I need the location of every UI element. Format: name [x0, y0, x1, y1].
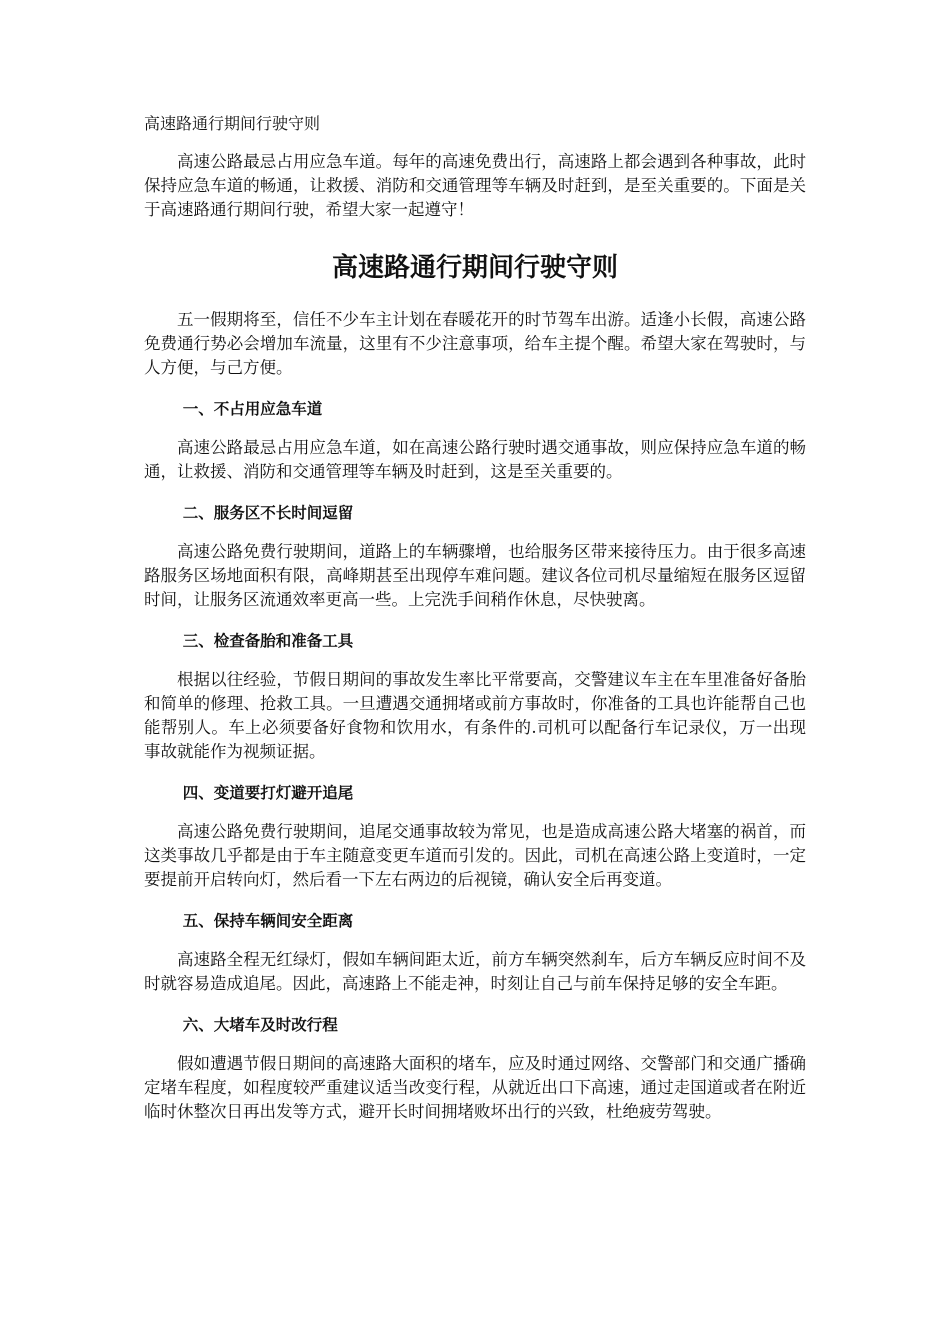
section-text-4: 高速公路免费行驶期间，追尾交通事故较为常见，也是造成高速公路大堵塞的祸首，而这类事故几乎都是由于车主随意变更车道而引发的。因此，司机在高速公路上变道时，一定要提前开启转向灯，然后看一下左右两边的后视镜，确认安全后再变道。 [144, 822, 806, 889]
section-text-1: 高速公路最忌占用应急车道，如在高速公路行驶时遇交通事故，则应保持应急车道的畅通，让救援、消防和交通管理等车辆及时赶到，这是至关重要的。 [144, 438, 806, 481]
section-text-3: 根据以往经验，节假日期间的事故发生率比平常要高，交警建议车主在车里准备好备胎和简单的修理、抢救工具。一旦遭遇交通拥堵或前方事故时，你准备的工具也许能帮自己也能帮别人。车上必须要备好食物和饮用水，有条件的.司机可以配备行车记录仪，万一出现事故就能作为视频证据。 [144, 670, 806, 761]
document-page [144, 112, 806, 1124]
main-title: 高速路通行期间行驶守则 [331, 253, 618, 283]
section-heading-5: 五、保持车辆间安全距离 [182, 912, 354, 930]
section-heading-3: 三、检查备胎和准备工具 [182, 632, 354, 650]
document-header-title: 高速路通行期间行驶守则 [144, 114, 321, 133]
section-heading-6: 六、大堵车及时改行程 [182, 1016, 338, 1034]
intro-paragraph: 高速公路最忌占用应急车道。每年的高速免费出行，高速路上都会遇到各种事故，此时保持应急车道的畅通，让救援、消防和交通管理等车辆及时赶到，是至关重要的。下面是关于高速路通行期间行驶，希望大家一起遵守！ [144, 152, 806, 219]
section-heading-1: 一、不占用应急车道 [182, 400, 323, 418]
lead-paragraph: 五一假期将至，信任不少车主计划在春暖花开的时节驾车出游。适逢小长假，高速公路免费通行势必会增加车流量，这里有不少注意事项，给车主提个醒。希望大家在驾驶时，与人方便，与己方便。 [144, 310, 806, 377]
section-heading-2: 二、服务区不长时间逗留 [182, 504, 354, 522]
section-text-6: 假如遭遇节假日期间的高速路大面积的堵车，应及时通过网络、交警部门和交通广播确定堵车程度，如程度较严重建议适当改变行程，从就近出口下高速，通过走国道或者在附近临时休整次日再出发等方式，避开长时间拥堵败坏出行的兴致，杜绝疲劳驾驶。 [144, 1054, 806, 1121]
section-text-5: 高速路全程无红绿灯，假如车辆间距太近，前方车辆突然刹车，后方车辆反应时间不及时就容易造成追尾。因此，高速路上不能走神，时刻让自己与前车保持足够的安全车距。 [144, 950, 806, 993]
section-heading-4: 四、变道要打灯避开追尾 [182, 784, 354, 802]
section-text-2: 高速公路免费行驶期间，道路上的车辆骤增，也给服务区带来接待压力。由于很多高速路服务区场地面积有限，高峰期甚至出现停车难问题。建议各位司机尽量缩短在服务区逗留时间，让服务区流通效率更高一些。上完洗手间稍作休息，尽快驶离。 [144, 542, 806, 609]
